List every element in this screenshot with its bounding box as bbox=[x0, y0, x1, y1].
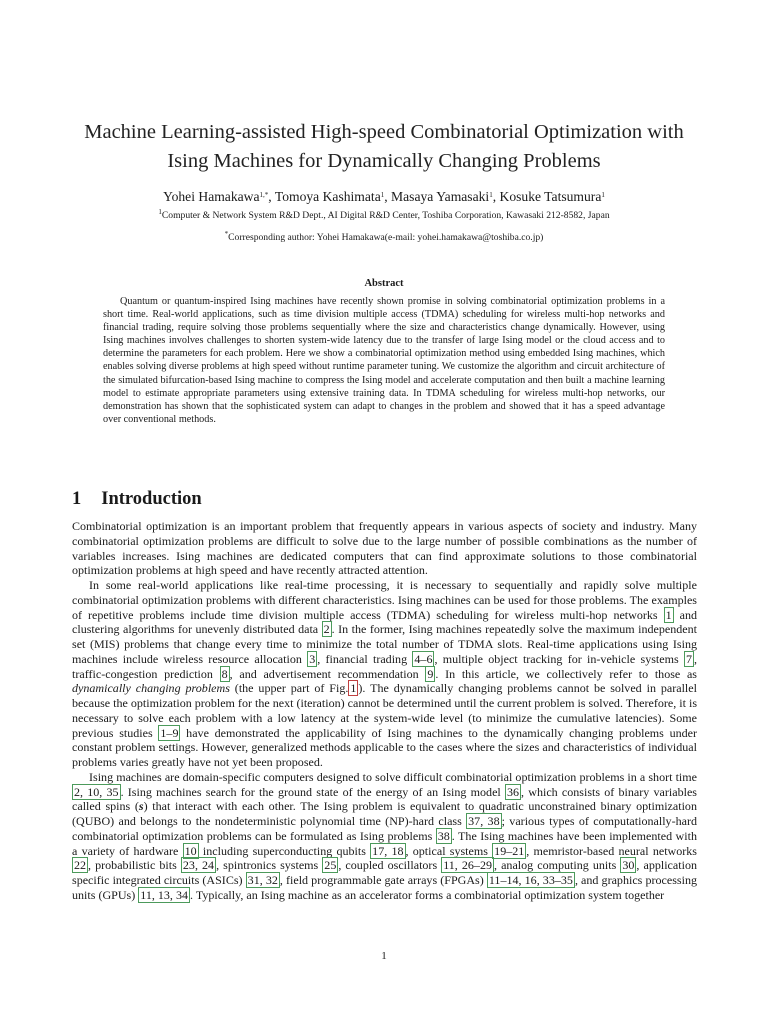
title-line-1: Machine Learning-assisted High-speed Combinatorial Optimization with bbox=[84, 121, 684, 143]
abstract-heading: Abstract bbox=[364, 278, 404, 289]
citation-link[interactable]: 23, 24 bbox=[182, 858, 215, 873]
section-heading bbox=[72, 487, 202, 511]
figure-reference-link[interactable]: 1 bbox=[350, 681, 357, 696]
affiliation-marker: 1 bbox=[158, 208, 162, 216]
introduction-body bbox=[72, 519, 697, 903]
citation-link[interactable]: 11–14, 16, 33–35 bbox=[488, 873, 573, 887]
page-number: 1 bbox=[381, 950, 387, 962]
author-list: Yohei Hamakawa$^{1,*}$, Tomoya Kashimata$^1$, Masaya Yamasaki$^1$, Kosuke Tatsumura$^1$ bbox=[163, 189, 605, 204]
author-name: Tomoya Kashimata bbox=[274, 189, 381, 204]
citation-link[interactable]: 8 bbox=[221, 666, 228, 681]
author-name: Kosuke Tatsumura bbox=[499, 189, 602, 204]
author-affiliation-marker: 1 bbox=[380, 191, 385, 199]
citation-link[interactable]: 36 bbox=[506, 784, 520, 799]
citation-link[interactable]: 3 bbox=[309, 651, 316, 666]
bold-symbol: s bbox=[138, 799, 144, 814]
author-name: Masaya Yamasaki bbox=[391, 189, 490, 204]
corresponding-text: Corresponding author: Yohei Hamakawa(e-mail: yohei.hamakawa@toshiba.co.jp) bbox=[228, 232, 544, 243]
body-paragraph: Ising machines are domain-specific computers designed to solve difficult combinatorial optimization problems in a short time 2, 10, 35 . Ising machines search for the ground state of the energy of an Ising model 36 , which consists of binary variables called spins (s) that interact with each other. The Ising problem is equivalent to quadratic unconstrained binary optimization (QUBO) and belongs to the nondeterministic polynomial time (NP)-hard class 37, 38 ; various types of computationally-hard combinatorial optimization problems can be formulated as Ising problems 38 . The Ising machines have been implemented with a variety of hardware 10 including superconducting qubits 17, 18 , optical systems 19–21 , memristor-based neural networks 22 , probabilistic bits 23, 24 , spintronics systems 25 , coupled oscillators 11, 26–29 , analog computing units 30 , application specific integrated circuits (ASICs) 31, 32 , field programmable gate arrays (FPGAs) 11–14, 16, 33–35 , and graphics processing units (GPUs) 11, 13, 34 . Typically, an Ising machine as an accelerator forms a combinatorial optimization system together bbox=[72, 769, 697, 902]
author-name: Yohei Hamakawa bbox=[163, 189, 260, 204]
citation-link[interactable]: 1 bbox=[665, 607, 672, 622]
citation-link[interactable]: 22 bbox=[74, 858, 87, 873]
citation-link[interactable]: 7 bbox=[685, 651, 692, 666]
citation-link[interactable]: 30 bbox=[622, 858, 635, 873]
citation-link[interactable]: 4–6 bbox=[414, 651, 433, 666]
citation-link[interactable]: 9 bbox=[427, 666, 434, 681]
author-affiliation-marker: 1,* bbox=[259, 191, 269, 199]
section-number: 1 bbox=[72, 489, 82, 509]
affiliation-text: Computer & Network System R&D Dept., AI Digital R&D Center, Toshiba Corporation, Kawasaki 212-8582, Japan bbox=[161, 210, 610, 221]
paper-title bbox=[40, 118, 728, 176]
corresponding-marker: * bbox=[224, 230, 229, 238]
abstract-text: Quantum or quantum-inspired Ising machines have recently shown promise in solving combinatorial optimization problems in a short time. Real-world applications, such as time division multiple access (TDMA) scheduling for wireless multi-hop networks and financial trading, require solving those problems sequentially where the size and characteristics change dynamically. However, using Ising machines involves challenges to shorten system-wide latency due to the transfer of large Ising model or the cloud access and to determine the parameters for each problem. Here we show a combinatorial optimization method using embedded Ising machines, which enables solving diverse problems at high speed without runtime parameter tuning. We customize the algorithm and circuit architecture of the simulated bifurcation-based Ising machine to compress the Ising model and accelerate computation and then built a machine learning model to estimate appropriate parameters using extensive training data. In TDMA scheduling for wireless multi-hop networks, our demonstration has shown that the sophisticated system can adapt to changes in the problem and showed that it has a speed advantage over conventional methods. bbox=[103, 296, 665, 425]
citation-link[interactable]: 25 bbox=[324, 858, 337, 873]
citation-link[interactable]: 17, 18 bbox=[372, 843, 404, 858]
citation-link[interactable]: 2, 10, 35 bbox=[74, 784, 119, 799]
citation-link[interactable]: 11, 13, 34 bbox=[140, 887, 189, 902]
citation-link[interactable]: 10 bbox=[184, 843, 197, 858]
citation-link[interactable]: 31, 32 bbox=[247, 873, 278, 887]
citation-link[interactable]: 19–21 bbox=[494, 843, 525, 858]
corresponding-author bbox=[40, 231, 728, 244]
citation-link[interactable]: 11, 26–29 bbox=[443, 858, 492, 873]
citation-link[interactable]: 1–9 bbox=[160, 725, 179, 740]
section-title: Introduction bbox=[101, 489, 202, 509]
affiliation bbox=[40, 209, 728, 222]
title-line-2: Ising Machines for Dynamically Changing Problems bbox=[167, 150, 601, 172]
emphasized-term: dynamically changing problems bbox=[72, 681, 230, 696]
body-paragraph: In some real-world applications like real-time processing, it is necessary to sequentially and rapidly solve multiple combinatorial optimization problems with different characteristics. Ising machines can be used for those problems. The examples of repetitive problems include time division multiple access (TDMA) scheduling for wireless multi-hop networks 1 and clustering algorithms for unevenly distributed data 2 . In the former, Ising machines repeatedly solve the maximum independent set (MIS) problems that change every time to minimize the total number of TDMA slots. Real-time applications using Ising machines include wireless resource allocation 3 , financial trading 4–6 , multiple object tracking for in-vehicle systems 7 , traffic-congestion prediction 8 , and advertisement recommendation 9 . In this article, we collectively refer to those as dynamically changing problems (the upper part of Fig. 1 ). The dynamically changing problems cannot be solved in parallel because the optimization problem for the next (iteration) cannot be determined until the current problem is solved. Therefore, it is necessary to solve each problem with a low latency at the system-wide level (to minimize the cumulative latencies). Some previous studies 1–9 have demonstrated the applicability of Ising machines to the dynamically changing problems under constant problem settings. However, generalized methods applicable to the cases where the sizes and characteristics of individual problems varies greatly have not yet been proposed. bbox=[72, 578, 698, 769]
citation-link[interactable]: 37, 38 bbox=[468, 814, 500, 828]
citation-link[interactable]: 38 bbox=[437, 828, 450, 843]
body-paragraph: Combinatorial optimization is an important problem that frequently appears in various aspects of society and industry. Many combinatorial optimization problems are difficult to solve due to the large number of possible combinations as the number of variables increases. Ising machines are dedicated computers that can find approximate solutions to those combinatorial optimization problems at high speed and have recently attracted attention. bbox=[72, 519, 697, 578]
author-affiliation-marker: 1 bbox=[601, 191, 605, 199]
author-affiliation-marker: 1 bbox=[489, 191, 493, 199]
citation-link[interactable]: 2 bbox=[323, 622, 330, 637]
